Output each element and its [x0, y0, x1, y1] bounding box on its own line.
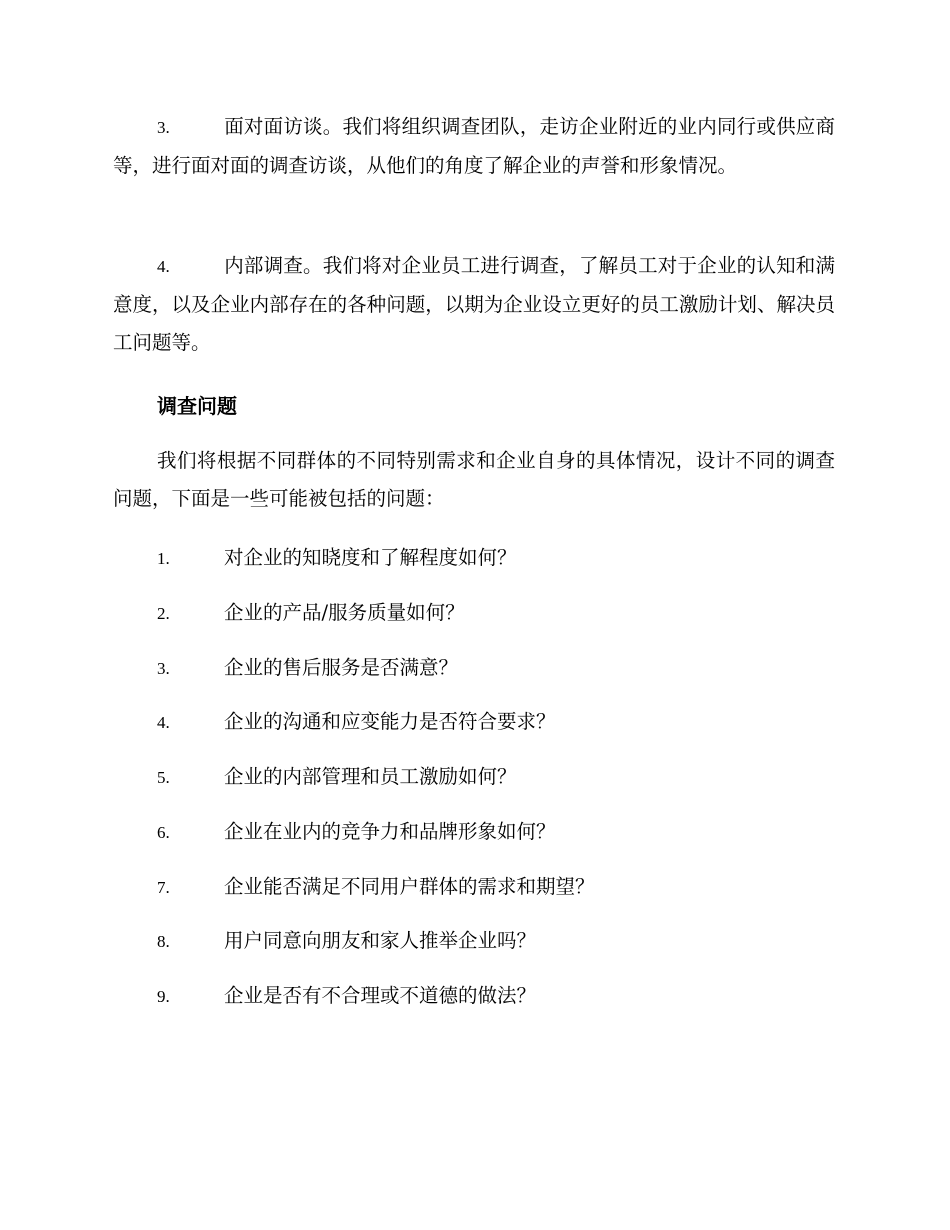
question-text: 企业的内部管理和员工激励如何？ — [224, 765, 517, 788]
question-text: 企业的产品/服务质量如何？ — [224, 601, 465, 624]
question-item-6 — [113, 813, 835, 852]
question-text: 企业是否有不合理或不道德的做法？ — [224, 984, 537, 1007]
question-number: 2. — [157, 604, 170, 623]
question-number: 9. — [157, 987, 170, 1006]
question-item-3 — [113, 649, 835, 688]
question-item-4 — [113, 703, 835, 742]
question-number: 5. — [157, 768, 170, 787]
question-item-7 — [113, 868, 835, 907]
question-number: 6. — [157, 823, 170, 842]
question-item-9 — [113, 977, 835, 1016]
method-paragraph-3 — [113, 108, 835, 185]
method-number: 3. — [157, 118, 170, 137]
question-text: 用户同意向朋友和家人推举企业吗？ — [224, 929, 537, 952]
question-number: 4. — [157, 713, 170, 732]
question-text: 企业在业内的竞争力和品牌形象如何？ — [224, 820, 556, 843]
method-paragraph-4 — [113, 247, 835, 362]
question-number: 3. — [157, 659, 170, 678]
question-number: 1. — [157, 549, 170, 568]
question-number: 7. — [157, 878, 170, 897]
question-item-5 — [113, 758, 835, 797]
question-item-1 — [113, 539, 835, 578]
question-number: 8. — [157, 932, 170, 951]
question-text: 企业能否满足不同用户群体的需求和期望？ — [224, 875, 595, 898]
question-item-8 — [113, 922, 835, 961]
question-text: 对企业的知晓度和了解程度如何？ — [224, 546, 517, 569]
section-heading: 调查问题 — [157, 394, 237, 418]
question-text: 企业的售后服务是否满意？ — [224, 656, 459, 679]
section-intro-paragraph: 我们将根据不同群体的不同特别需求和企业自身的具体情况，设计不同的调查问题，下面是一些可能被包括的问题： — [113, 449, 835, 510]
question-item-2 — [113, 594, 835, 633]
method-text: 面对面访谈。我们将组织调查团队，走访企业附近的业内同行或供应商等，进行面对面的调查访谈，从他们的角度了解企业的声誉和形象情况。 — [113, 115, 835, 177]
method-number: 4. — [157, 257, 170, 276]
method-text: 内部调查。我们将对企业员工进行调查，了解员工对于企业的认知和满意度，以及企业内部存在的各种问题，以期为企业设立更好的员工激励计划、解决员工问题等。 — [113, 254, 835, 354]
question-text: 企业的沟通和应变能力是否符合要求？ — [224, 710, 556, 733]
